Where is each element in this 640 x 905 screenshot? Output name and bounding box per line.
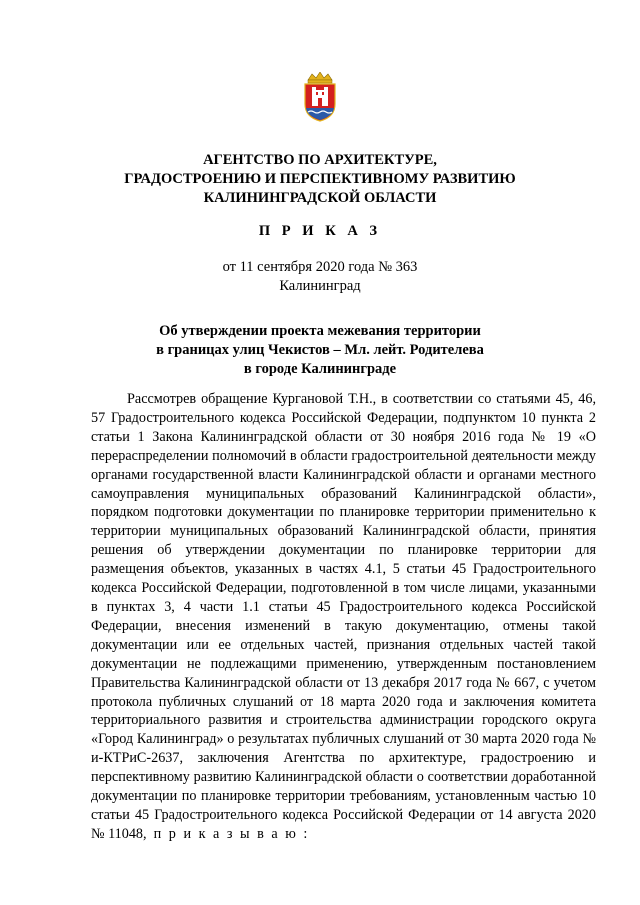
document-city: Калининград (279, 278, 361, 294)
subject-line-1: Об утверждении проекта межевания территории (159, 323, 481, 339)
document-type: П Р И К А З (258, 223, 382, 239)
subject-line-2: в границах улиц Чекистов – Мл. лейт. Родителева (156, 342, 484, 358)
agency-line-3: КАЛИНИНГРАДСКОЙ ОБЛАСТИ (203, 190, 437, 206)
body-paragraph-text: Рассмотрев обращение Кургановой Т.Н., в соответствии со статьями 45, 46, 57 Градостроительного кодекса Российской Федерации, подпунктом 10 пункта 2 статьи 1 Закона Калининградской области от 30 ноября 2016 года № 19 «О перераспределении полномочий в области градостроительной деятельности между органами государственной власти Калининградской области и органами местного самоуправления муниципальных образований Калининградской области», порядком подготовки документации по планировке территории применительно к территории муниципальных образований Калининградской области, принятия решения об утверждении документации по планировке территории для размещения объектов, указанных в частях 4.1, 5 статьи 45 Градостроительного кодекса Российской Федерации, подготовленной в том числе лицами, указанными в пунктах 3, 4 части 1.1 статьи 45 Градостроительного кодекса Российской Федерации, внесения изменений в такую документацию, отмены такой документации или ее отдельных частей, признания отдельных частей такой документации не подлежащими применению, утвержденным постановлением Правительства Калининградской области от 13 декабря 2017 года № 667, с учетом протокола публичных слушаний от 18 марта 2020 года и заключения комитета территориального развития и строительства администрации городского округа «Город Калининград» о результатах публичных слушаний от 30 марта 2020 года № и-КТРиС-2637, заключения Агентства по архитектуре, градостроению и перспективному развитию Калининградской области о соответствии доработанной документации по планировке территории требованиям, установленным частью 10 статьи 45 Градостроительного кодекса Российской Федерации от 14 августа 2020 № 11048, (91, 391, 596, 842)
agency-line-1: АГЕНТСТВО ПО АРХИТЕКТУРЕ, (203, 152, 437, 168)
document-date-number: от 11 сентября 2020 года № 363 (222, 259, 418, 275)
subject-line-3: в городе Калининграде (243, 361, 397, 377)
order-directive: п р и к а з ы в а ю : (153, 825, 310, 842)
agency-name (40, 151, 600, 208)
agency-line-2: ГРАДОСТРОЕНИЮ И ПЕРСПЕКТИВНОМУ РАЗВИТИЮ (124, 171, 516, 187)
body-paragraph (91, 390, 596, 844)
kaliningrad-coat-of-arms-icon (300, 72, 340, 122)
document-subject (40, 322, 600, 379)
